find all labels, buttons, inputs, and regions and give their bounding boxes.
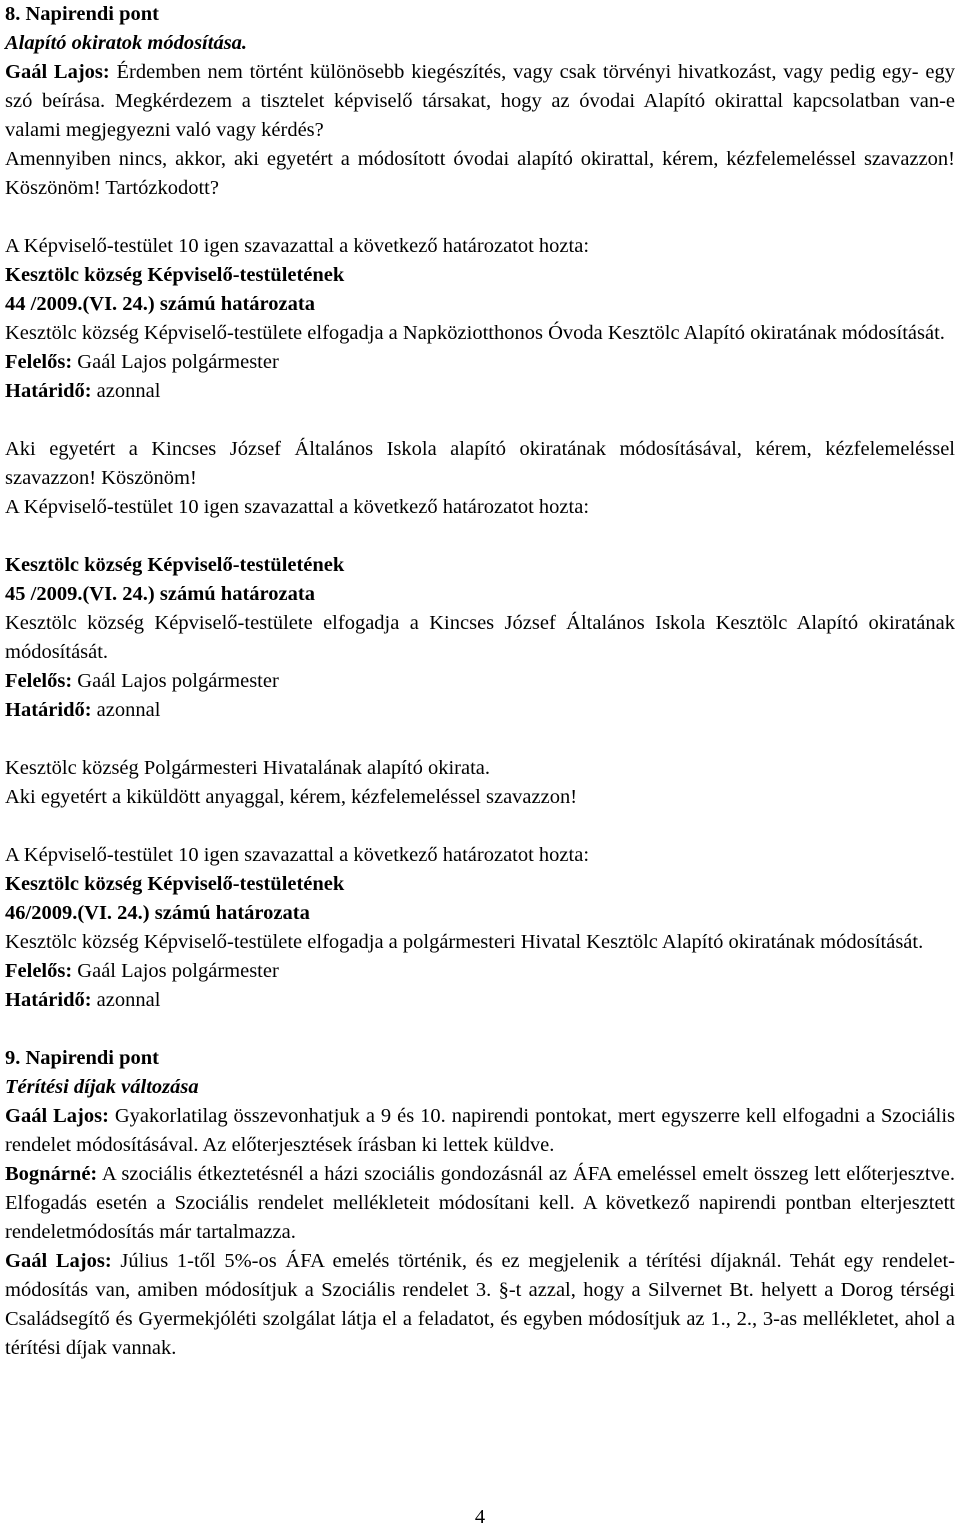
sec9-paragraph-2 — [5, 1160, 955, 1247]
section-8-heading: 8. Napirendi pont — [5, 3, 159, 25]
sec8-paragraph-5: Aki egyetért a kiküldött anyaggal, kérem, kézfelemeléssel szavazzon! — [5, 786, 578, 808]
deadline-label: Határidő: — [5, 699, 92, 721]
resolution-body: Kesztölc község Képviselő-testületének — [5, 873, 345, 895]
responsible-value: Gaál Lajos polgármester — [72, 351, 279, 373]
paragraph-text: Július 1-től 5%-os ÁFA emelés történik, és ez megjelenik a térítési díjaknál. Tehát egy rendelet-módosítás van, amiben módosítjuk a Szociális rendelet 3. §-t azzal, hogy a Silvernet Bt. helyett a Dorog térségi Családsegítő és Gyermekjóléti szolgálat látja el a feladatot, és egyben módosítjuk az 1., 2., 3-as mellékletet, ahol a térítési díjak vannak. — [5, 1250, 955, 1359]
section-9-heading: 9. Napirendi pont — [5, 1047, 159, 1069]
deadline-value: azonnal — [91, 699, 161, 721]
deadline-value: azonnal — [91, 380, 161, 402]
speaker-label: Gaál Lajos: — [5, 61, 110, 83]
section-9-subtitle: Térítési díjak változása — [5, 1076, 199, 1098]
sec9-paragraph-1 — [5, 1102, 955, 1160]
resolution-text: Kesztölc község Képviselő-testülete elfogadja a Napköziotthonos Óvoda Kesztölc Alapító okiratának módosítását. — [5, 322, 945, 344]
vote-statement: A Képviselő-testület 10 igen szavazattal a következő határozatot hozta: — [5, 496, 590, 518]
resolution-44 — [5, 232, 955, 406]
responsible-line — [5, 957, 955, 986]
responsible-value: Gaál Lajos polgármester — [72, 670, 279, 692]
sec9-paragraph-3 — [5, 1247, 955, 1363]
paragraph-text: A szociális étkeztetésnél a házi szociális gondozásnál az ÁFA emeléssel emelt összeg lett előterjesztve. Elfogadás esetén a Szociális rendelet mellékleteit módosítani kell. A következő napirendi pontban elterjesztett rendeletmódosítás már tartalmazza. — [5, 1163, 955, 1243]
resolution-number: 45 /2009.(VI. 24.) számú határozata — [5, 583, 315, 605]
sec8-paragraph-4: Kesztölc község Polgármesteri Hivatalának alapító okirata. — [5, 757, 490, 779]
sec8-paragraph-2: Amennyiben nincs, akkor, aki egyetért a módosított óvodai alapító okirattal, kérem, kézfelemeléssel szavazzon! Köszönöm! Tartózkodott? — [5, 148, 955, 199]
responsible-line — [5, 348, 955, 377]
speaker-label: Gaál Lajos: — [5, 1250, 112, 1272]
responsible-label: Felelős: — [5, 960, 73, 982]
section-8-subtitle: Alapító okiratok módosítása. — [5, 32, 248, 54]
deadline-line — [5, 696, 955, 725]
vote-statement: A Képviselő-testület 10 igen szavazattal a következő határozatot hozta: — [5, 235, 590, 257]
deadline-line — [5, 377, 955, 406]
vote-statement: A Képviselő-testület 10 igen szavazattal a következő határozatot hozta: — [5, 844, 590, 866]
resolution-number: 44 /2009.(VI. 24.) számú határozata — [5, 293, 315, 315]
responsible-label: Felelős: — [5, 351, 73, 373]
page-number: 4 — [474, 1506, 486, 1528]
paragraph-text: Gyakorlatilag összevonhatjuk a 9 és 10. napirendi pontokat, mert egyszerre kell elfogadni a Szociális rendelet módosításával. Az előterjesztések írásban ki lettek küldve. — [5, 1105, 956, 1156]
speaker-label: Bognárné: — [5, 1163, 98, 1185]
resolution-46 — [5, 841, 955, 1015]
document-page — [5, 0, 955, 1363]
deadline-value: azonnal — [91, 989, 161, 1011]
speaker-label: Gaál Lajos: — [5, 1105, 109, 1127]
resolution-text: Kesztölc község Képviselő-testülete elfogadja a polgármesteri Hivatal Kesztölc Alapító okiratának módosítását. — [5, 931, 924, 953]
deadline-line — [5, 986, 955, 1015]
sec8-paragraph-3: Aki egyetért a Kincses József Általános Iskola alapító okiratának módosításával, kérem, kézfelemeléssel szavazzon! Köszönöm! — [5, 438, 955, 489]
resolution-number: 46/2009.(VI. 24.) számú határozata — [5, 902, 310, 924]
sec8-paragraph-1 — [5, 58, 955, 145]
resolution-body: Kesztölc község Képviselő-testületének — [5, 554, 345, 576]
paragraph-text: Érdemben nem történt különösebb kiegészítés, vagy csak törvényi hivatkozást, vagy pedig egy- egy szó beírása. Megkérdezem a tisztelet képviselő társakat, hogy az óvodai Alapító okirattal kapcsolatban van-e valami megjegyezni való vagy kérdés? — [5, 61, 955, 141]
deadline-label: Határidő: — [5, 989, 92, 1011]
responsible-label: Felelős: — [5, 670, 73, 692]
resolution-body: Kesztölc község Képviselő-testületének — [5, 264, 345, 286]
responsible-line — [5, 667, 955, 696]
resolution-45 — [5, 493, 955, 725]
resolution-text: Kesztölc község Képviselő-testülete elfogadja a Kincses József Általános Iskola Kesztölc Alapító okiratának módosítását. — [5, 612, 955, 663]
responsible-value: Gaál Lajos polgármester — [72, 960, 279, 982]
deadline-label: Határidő: — [5, 380, 92, 402]
